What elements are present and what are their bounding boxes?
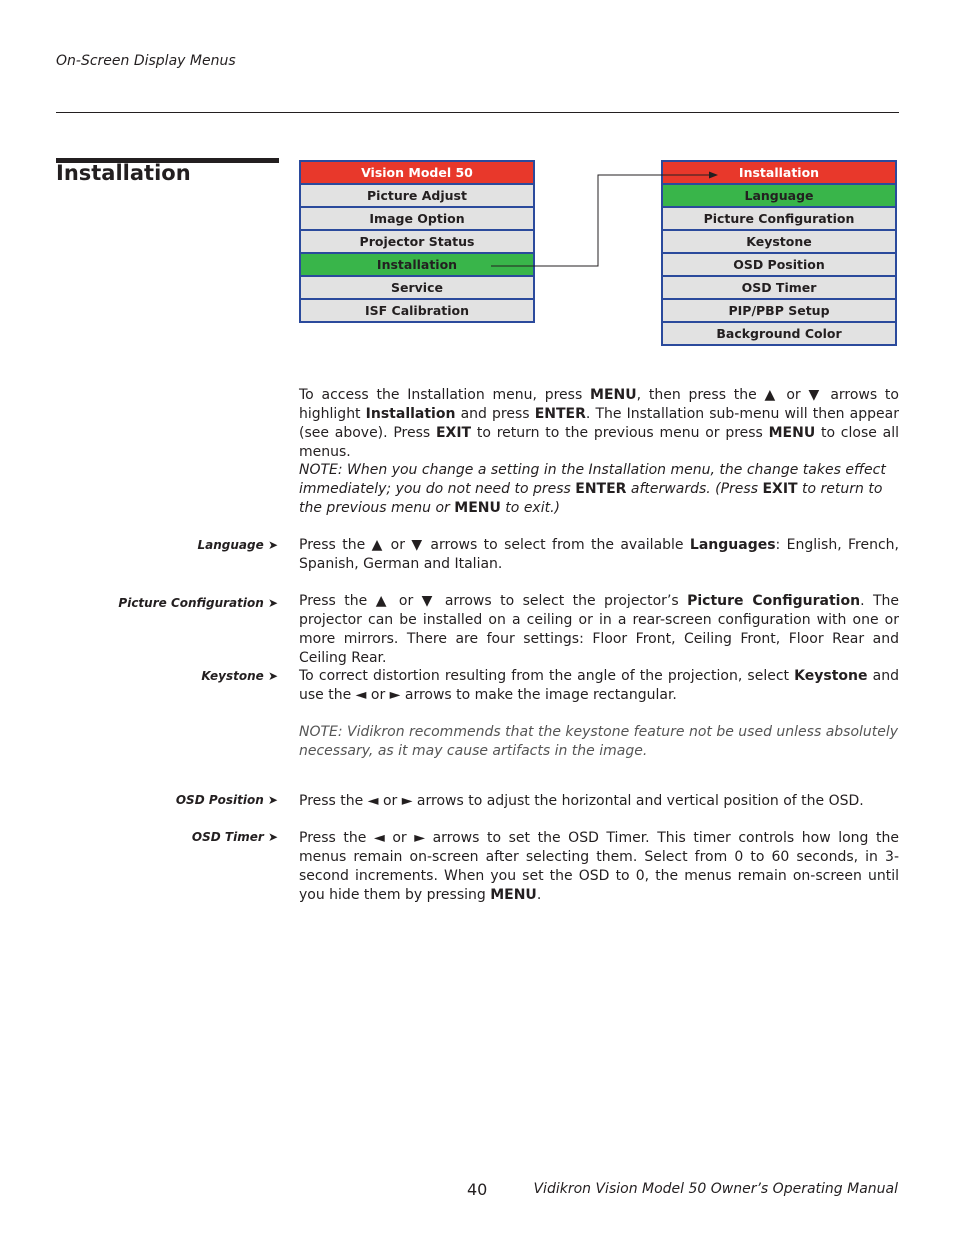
osd-position-sidehead: OSD Position ➤ <box>175 793 278 807</box>
submenu-item-osd-timer: OSD Timer <box>663 277 895 298</box>
manual-title: Vidikron Vision Model 50 Owner’s Operating Manual <box>533 1181 898 1197</box>
picture-configuration-sidehead: Picture Configuration ➤ <box>118 596 278 610</box>
submenu-title: Installation <box>663 162 895 183</box>
submenu-item-keystone: Keystone <box>663 231 895 252</box>
keystone-note: NOTE: Vidikron recommends that the keystone feature not be used unless absolutely necessary, as it may cause artifacts in the image. <box>299 724 899 759</box>
osd-timer-sidehead: OSD Timer ➤ <box>191 830 278 844</box>
menu-item-picture-adjust: Picture Adjust <box>301 185 533 206</box>
menu-item-projector-status: Projector Status <box>301 231 533 252</box>
main-menu-title: Vision Model 50 <box>301 162 533 183</box>
osd-timer-paragraph: Press the ◄ or ► arrows to set the OSD Timer. This timer controls how long the menus remain on-screen after selecting them. Select from 0 to 60 seconds, in 3-second increments. When you set the OSD to 0, the menus remain on-screen until you hide them by pressing MENU. <box>299 830 899 903</box>
picture-configuration-paragraph: Press the ▲ or ▼ arrows to select the projector’s Picture Configuration. The projector can be installed on a ceiling or in a rear-screen configuration with one or more mirrors. There are four settings: Floor Front, Ceiling Front, Floor Rear and Ceiling Rear. <box>299 593 899 666</box>
submenu-item-osd-position: OSD Position <box>663 254 895 275</box>
page-number: 40 <box>467 1180 488 1199</box>
submenu-item-background-color: Background Color <box>663 323 895 344</box>
keystone-paragraph: To correct distortion resulting from the angle of the projection, select Keystone and use the ◄ or ► arrows to make the image rectangular. <box>299 668 900 703</box>
menu-item-isf-calibration: ISF Calibration <box>301 300 533 321</box>
section-title: Installation <box>56 161 191 185</box>
osd-position-paragraph: Press the ◄ or ► arrows to adjust the horizontal and vertical position of the OSD. <box>299 793 864 809</box>
submenu-item-picture-configuration: Picture Configuration <box>663 208 895 229</box>
keystone-sidehead: Keystone ➤ <box>201 669 278 683</box>
language-paragraph: Press the ▲ or ▼ arrows to select from the available Languages: English, French, Spanish, German and Italian. <box>299 537 900 572</box>
menu-item-image-option: Image Option <box>301 208 533 229</box>
language-sidehead: Language ➤ <box>197 538 278 552</box>
installation-note: NOTE: When you change a setting in the Installation menu, the change takes effect immediately; you do not need to press ENTER afterwards. (Press EXIT to return to the previous menu or MENU to exit.) <box>299 462 886 516</box>
menu-item-service: Service <box>301 277 533 298</box>
menu-item-installation: Installation <box>301 254 533 275</box>
submenu-item-pip-pbp-setup: PIP/PBP Setup <box>663 300 895 321</box>
running-header: On-Screen Display Menus <box>56 53 236 69</box>
intro-paragraph: To access the Installation menu, press MENU, then press the ▲ or ▼ arrows to highlight Installation and press ENTER. The Installation sub-menu will then appear (see above). Press EXIT to return to the previous menu or press MENU to close all menus. <box>299 387 899 460</box>
submenu-item-language: Language <box>663 185 895 206</box>
menu-connector-arrow <box>0 0 954 300</box>
